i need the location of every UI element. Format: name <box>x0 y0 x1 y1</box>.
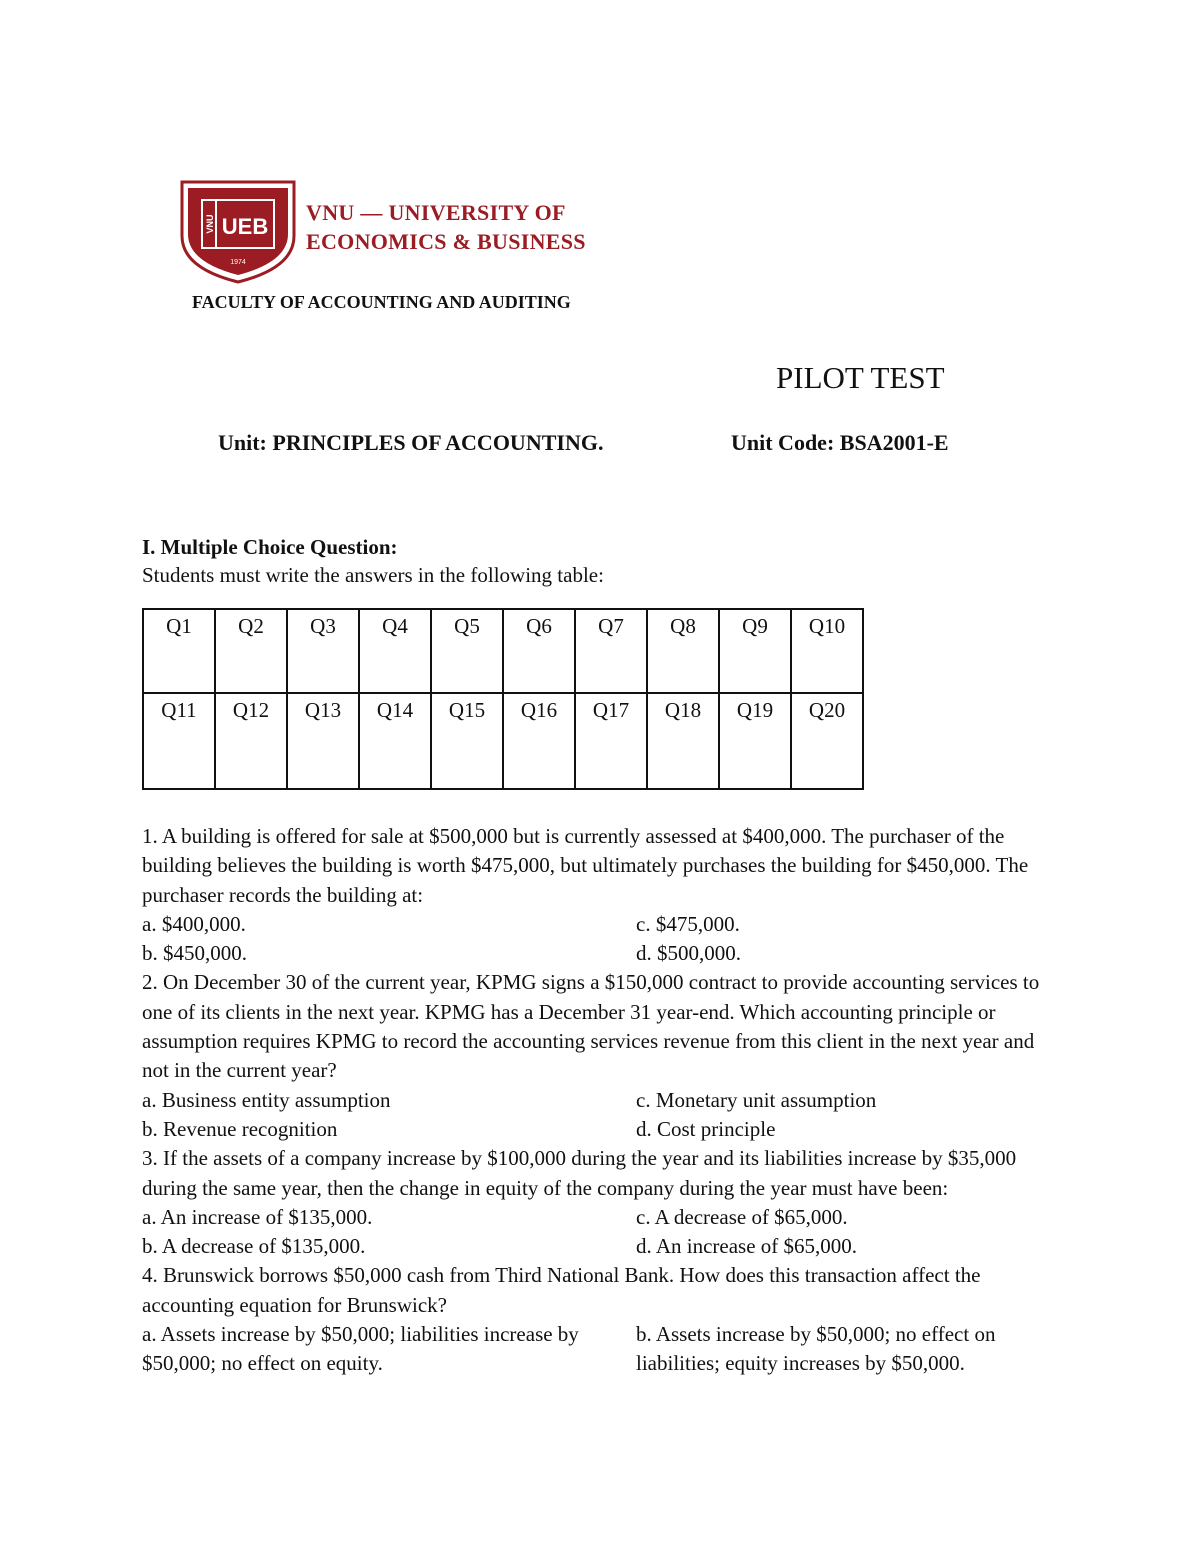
option-a: a. $400,000. <box>142 911 246 936</box>
question-stem: 1. A building is offered for sale at $500,000 but is currently assessed at $400,000. The purchaser of the building believes the building is worth $475,000, but ultimately purchases the building for $450,000. The purchaser records the building at: <box>142 824 1029 907</box>
option-a: a. An increase of $135,000. <box>142 1204 373 1229</box>
answer-cell: Q7 <box>575 609 647 693</box>
answer-row <box>143 609 863 693</box>
option-a: a. Assets increase by $50,000; liabilities increase by $50,000; no effect on equity. <box>142 1322 579 1376</box>
answer-cell: Q10 <box>791 609 863 693</box>
logo-side-text: VNU <box>205 214 215 234</box>
question-3 <box>142 1144 1062 1261</box>
option-c: c. $475,000. <box>636 911 740 936</box>
university-name-line2: ECONOMICS & BUSINESS <box>306 229 586 254</box>
question-options <box>142 1086 1062 1145</box>
answer-cell: Q20 <box>791 693 863 789</box>
logo-year: 1974 <box>230 259 246 266</box>
logo-text: UEB <box>221 214 269 239</box>
question-options <box>142 910 1062 969</box>
question-options <box>142 1320 1062 1379</box>
unit-name: Unit: PRINCIPLES OF ACCOUNTING. <box>218 430 604 455</box>
question-stem: 4. Brunswick borrows $50,000 cash from Third National Bank. How does this transaction affect the accounting equation for Brunswick? <box>142 1263 981 1317</box>
option-c: c. A decrease of $65,000. <box>636 1204 848 1229</box>
answer-cell: Q5 <box>431 609 503 693</box>
answer-cell: Q19 <box>719 693 791 789</box>
answer-cell: Q6 <box>503 609 575 693</box>
option-d: d. $500,000. <box>636 941 741 966</box>
option-b: b. $450,000. <box>142 941 247 966</box>
question-4 <box>142 1261 1062 1378</box>
option-b: b. Assets increase by $50,000; no effect on liabilities; equity increases by $50,000. <box>636 1322 996 1376</box>
answer-cell: Q15 <box>431 693 503 789</box>
answer-cell: Q4 <box>359 609 431 693</box>
answer-cell: Q17 <box>575 693 647 789</box>
question-2 <box>142 968 1062 1144</box>
section-instruction: Students must write the answers in the following table: <box>142 563 604 587</box>
answer-cell: Q2 <box>215 609 287 693</box>
answer-cell: Q13 <box>287 693 359 789</box>
answer-table <box>142 608 864 790</box>
option-b: b. Revenue recognition <box>142 1116 338 1141</box>
question-options <box>142 1203 1062 1262</box>
answer-cell: Q11 <box>143 693 215 789</box>
answer-cell: Q12 <box>215 693 287 789</box>
question-list <box>142 822 1062 1379</box>
option-b: b. A decrease of $135,000. <box>142 1234 366 1259</box>
option-d: d. An increase of $65,000. <box>636 1234 858 1259</box>
unit-code: Unit Code: BSA2001-E <box>731 430 949 455</box>
university-name-line1: VNU — UNIVERSITY OF <box>306 200 566 225</box>
answer-cell: Q16 <box>503 693 575 789</box>
answer-row <box>143 693 863 789</box>
question-stem: 3. If the assets of a company increase by $100,000 during the year and its liabilities increase by $35,000 during the same year, then the change in equity of the company during the year must have been: <box>142 1146 1017 1200</box>
answer-cell: Q9 <box>719 609 791 693</box>
answer-cell: Q8 <box>647 609 719 693</box>
university-logo <box>178 176 598 284</box>
answer-cell: Q3 <box>287 609 359 693</box>
page-title: PILOT TEST <box>776 360 945 395</box>
question-1 <box>142 822 1062 968</box>
answer-cell: Q18 <box>647 693 719 789</box>
university-name <box>306 198 586 256</box>
question-stem: 2. On December 30 of the current year, KPMG signs a $150,000 contract to provide accounting services to one of its clients in the next year. KPMG has a December 31 year-end. Which accounting principle or assumption requires KPMG to record the accounting services revenue from this client in the next year and not in the current year? <box>142 970 1040 1083</box>
option-c: c. Monetary unit assumption <box>636 1087 877 1112</box>
option-a: a. Business entity assumption <box>142 1087 391 1112</box>
answer-cell: Q1 <box>143 609 215 693</box>
ueb-shield-icon <box>178 176 298 284</box>
option-d: d. Cost principle <box>636 1116 776 1141</box>
answer-cell: Q14 <box>359 693 431 789</box>
faculty-name: FACULTY OF ACCOUNTING AND AUDITING <box>192 292 571 312</box>
section-title: I. Multiple Choice Question: <box>142 535 398 559</box>
